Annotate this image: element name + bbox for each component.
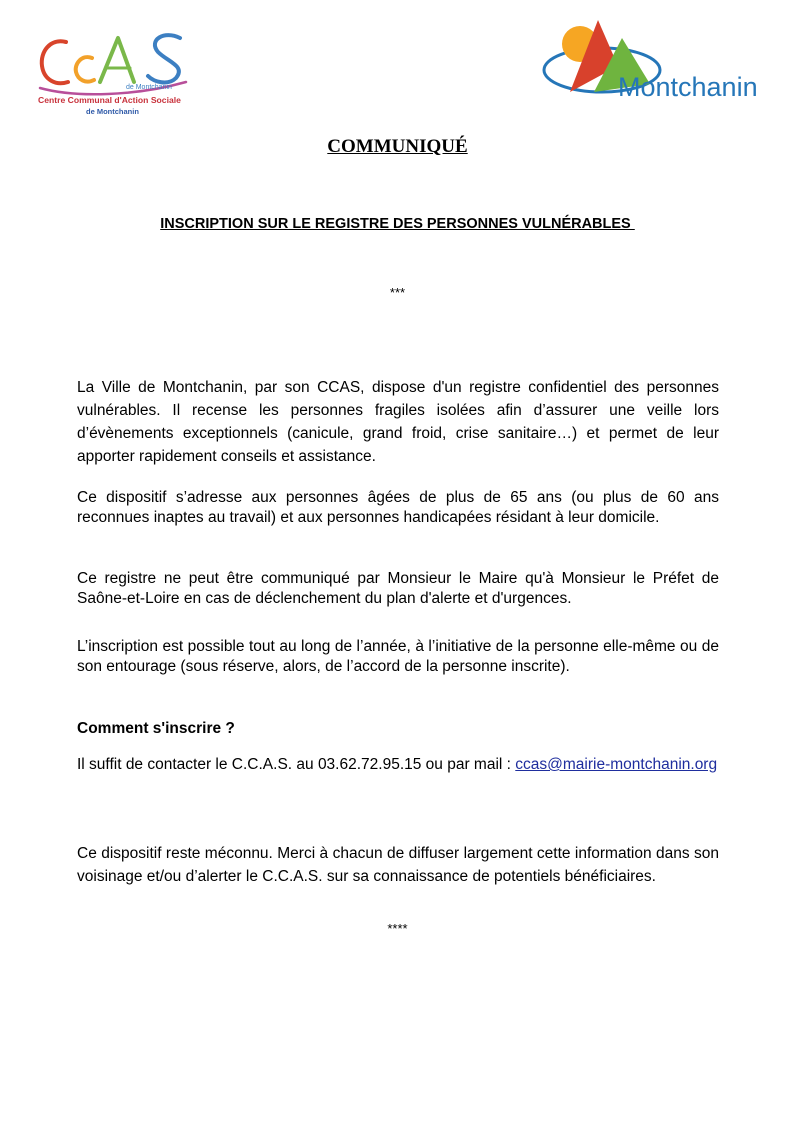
ccas-logo — [36, 26, 196, 118]
montchanin-logo — [540, 14, 770, 106]
paragraph-registration: L’inscription est possible tout au long de l’année, à l’initiative de la personne elle-même ou de son entourage (sous réserve, alors, de l’accord de la personne inscrite). — [77, 638, 719, 675]
paragraph-call-to-action: Ce dispositif reste méconnu. Merci à chacun de diffuser largement cette information dans son voisinage et/ou d’alerter le C.C.A.S. sur sa connaissance de potentiels bénéficiaires. — [77, 845, 719, 885]
paragraph-confidentiality: Ce registre ne peut être communiqué par Monsieur le Maire qu'à Monsieur le Préfet de Saône-et-Loire en cas de déclenchement du plan d'alerte et d'urgences. — [77, 570, 719, 607]
how-to-heading: Comment s'inscrire ? — [77, 720, 235, 737]
document-subtitle: INSCRIPTION SUR LE REGISTRE DES PERSONNES VULNÉRABLES — [160, 216, 635, 232]
paragraph-contact — [77, 753, 719, 777]
ccas-logo-line1: Centre Communal d'Action Sociale — [38, 95, 181, 105]
ccas-logo-line2: de Montchanin — [86, 107, 139, 116]
montchanin-wordmark: Montchanin — [618, 72, 758, 102]
ccas-logo-small-text: de Montchanin — [126, 84, 172, 91]
paragraph-eligibility: Ce dispositif s’adresse aux personnes âgées de plus de 65 ans (ou plus de 60 ans reconnues inaptes au travail) et aux personnes handicapées résidant à leur domicile. — [77, 489, 719, 526]
separator-top: *** — [389, 285, 406, 300]
document-title: COMMUNIQUÉ — [327, 136, 468, 157]
email-link[interactable]: ccas@mairie-montchanin.org — [515, 756, 718, 773]
paragraph-registry: La Ville de Montchanin, par son CCAS, dispose d'un registre confidentiel des personnes vulnérables. Il recense les personnes fragiles isolées afin d’assurer une veille lors d’évènements exceptionnels (canicule, grand froid, crise sanitaire…) et permet de leur apporter rapidement conseils et assistance. — [77, 379, 719, 465]
separator-bottom: **** — [387, 921, 408, 936]
contact-text: Il suffit de contacter le C.C.A.S. au 03.62.72.95.15 ou par mail : — [77, 756, 516, 773]
